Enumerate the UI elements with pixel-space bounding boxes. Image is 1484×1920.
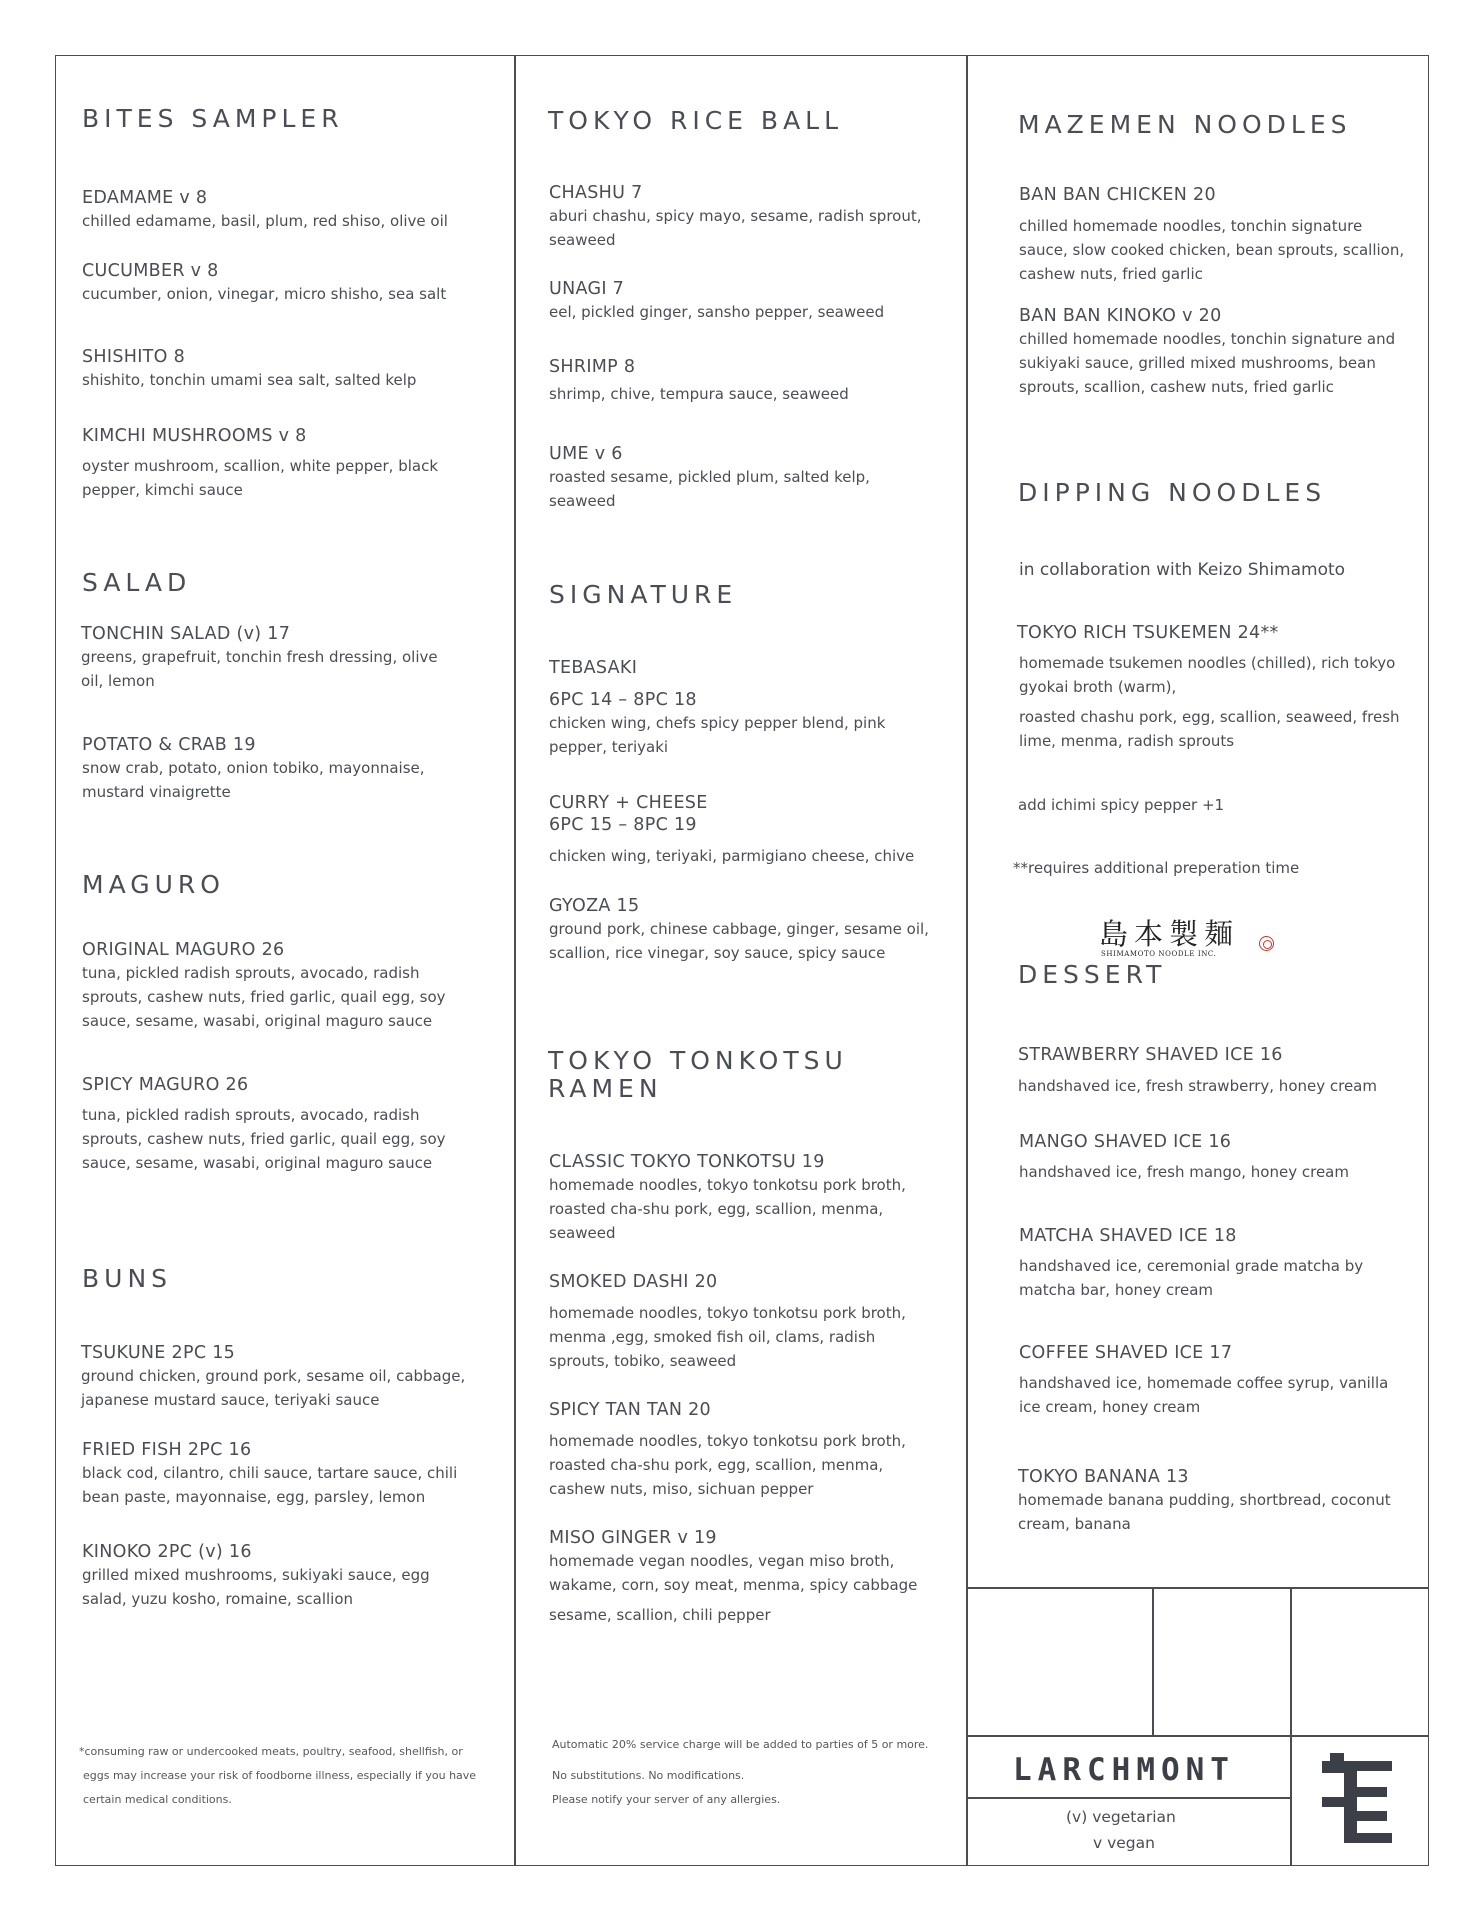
box-divider-middle [966, 1735, 1429, 1737]
box-divider-top [966, 1587, 1429, 1589]
item-name: SHISHITO 8 [82, 347, 186, 367]
item-desc: handshaved ice, fresh strawberry, honey cream [1018, 1077, 1377, 1095]
allergy-note: Please notify your server of any allergies. [552, 1793, 781, 1806]
menu-item-kinoko-bun [82, 1541, 462, 1611]
menu-item-strawberry-shaved-ice [1018, 1044, 1418, 1098]
red-seal-icon [1259, 936, 1274, 951]
section-title-rice-ball: TOKYO RICE BALL [548, 106, 844, 135]
menu-item-chashu-riceball [549, 182, 929, 252]
section-title-dipping: DIPPING NOODLES [1018, 478, 1327, 507]
item-desc: greens, grapefruit, tonchin fresh dressing, olive oil, lemon [81, 648, 438, 690]
item-name: SMOKED DASHI 20 [549, 1272, 718, 1292]
item-name: UNAGI 7 [549, 279, 625, 299]
item-desc: homemade noodles, tokyo tonkotsu pork broth, roasted cha-shu pork, egg, scallion, menma, seaweed [549, 1176, 906, 1242]
item-desc: homemade vegan noodles, vegan miso broth, wakame, corn, soy meat, menma, spicy cabbage [549, 1552, 918, 1594]
item-name: ORIGINAL MAGURO 26 [82, 940, 285, 960]
item-desc: aburi chashu, spicy mayo, sesame, radish sprout, seaweed [549, 207, 922, 249]
menu-item-ume [549, 443, 929, 513]
item-desc-continued: roasted chashu pork, egg, scallion, seaweed, fresh lime, menma, radish sprouts [1019, 708, 1400, 750]
box-divider-vertical-1 [1152, 1587, 1154, 1735]
item-desc: chilled edamame, basil, plum, red shiso, olive oil [82, 212, 448, 230]
section-title-mazemen: MAZEMEN NOODLES [1018, 110, 1352, 139]
item-name: COFFEE SHAVED ICE 17 [1019, 1343, 1233, 1363]
menu-item-classic-tonkotsu [549, 1151, 939, 1245]
ramen-title-line-2: RAMEN [548, 1073, 663, 1103]
menu-item-tsukune [81, 1342, 481, 1412]
item-name: EDAMAME v 8 [82, 188, 208, 208]
item-desc: homemade banana pudding, shortbread, coconut cream, banana [1018, 1491, 1391, 1533]
item-desc: chicken wing, teriyaki, parmigiano cheese, chive [549, 847, 915, 865]
item-name: GYOZA 15 [549, 896, 640, 916]
item-name: MANGO SHAVED ICE 16 [1019, 1132, 1232, 1152]
collaboration-note: in collaboration with Keizo Shimamoto [1019, 560, 1346, 580]
addon-note: add ichimi spicy pepper +1 [1018, 796, 1225, 814]
item-name: SPICY MAGURO 26 [82, 1075, 249, 1095]
item-name: KINOKO 2PC (v) 16 [82, 1542, 252, 1562]
item-name: SHRIMP 8 [549, 357, 636, 377]
item-desc: shishito, tonchin umami sea salt, salted kelp [82, 371, 417, 389]
item-name: TOKYO RICH TSUKEMEN 24** [1017, 623, 1279, 643]
menu-item-spicy-maguro [82, 1074, 462, 1175]
disclaimer-line-2: eggs may increase your risk of foodborne illness, especially if you have [83, 1769, 477, 1782]
item-desc: eel, pickled ginger, sansho pepper, seaweed [549, 303, 885, 321]
item-desc: chilled homemade noodles, tonchin signature and sukiyaki sauce, grilled mixed mushrooms, bean sprouts, scallion, cashew nuts, fried garlic [1019, 330, 1396, 396]
disclaimer-line-1: *consuming raw or undercooked meats, poultry, seafood, shellfish, or [79, 1745, 463, 1758]
shimamoto-logo [1099, 918, 1259, 958]
item-desc: cucumber, onion, vinegar, micro shisho, sea salt [82, 285, 447, 303]
legend-vegan: v vegan [1093, 1834, 1155, 1852]
item-desc: grilled mixed mushrooms, sukiyaki sauce, egg salad, yuzu kosho, romaine, scallion [82, 1566, 430, 1608]
item-desc-continued: sesame, scallion, chili pepper [549, 1606, 771, 1624]
menu-item-ban-ban-kinoko [1019, 305, 1409, 399]
item-desc: shrimp, chive, tempura sauce, seaweed [549, 385, 849, 403]
menu-item-kimchi-mushrooms [82, 425, 462, 502]
item-desc: homemade noodles, tokyo tonkotsu pork broth, roasted cha-shu pork, egg, scallion, menma, cashew nuts, miso, sichuan pepper [549, 1432, 906, 1498]
box-divider-legend [966, 1797, 1291, 1799]
menu-item-curry-cheese [549, 792, 939, 868]
item-name: KIMCHI MUSHROOMS v 8 [82, 426, 307, 446]
item-name: TSUKUNE 2PC 15 [81, 1343, 236, 1363]
disclaimer-line-3: certain medical conditions. [83, 1793, 232, 1806]
item-name: SPICY TAN TAN 20 [549, 1400, 711, 1420]
section-title-ramen [548, 1047, 848, 1102]
item-name: STRAWBERRY SHAVED ICE 16 [1018, 1045, 1283, 1065]
tonchin-emblem-icon [1322, 1753, 1392, 1843]
section-title-signature: SIGNATURE [549, 580, 738, 609]
ramen-title-line-1: TOKYO TONKOTSU [548, 1046, 848, 1075]
item-name: BAN BAN CHICKEN 20 [1019, 185, 1216, 205]
item-name: UME v 6 [549, 444, 623, 464]
item-desc: chilled homemade noodles, tonchin signature sauce, slow cooked chicken, bean sprouts, scallion, cashew nuts, fried garlic [1019, 217, 1405, 283]
menu-item-tonchin-salad [81, 623, 461, 693]
item-desc: black cod, cilantro, chili sauce, tartare sauce, chili bean paste, mayonnaise, egg, parsley, lemon [82, 1464, 458, 1506]
item-name: TOKYO BANANA 13 [1018, 1467, 1189, 1487]
item-desc: tuna, pickled radish sprouts, avocado, radish sprouts, cashew nuts, fried garlic, quail egg, soy sauce, sesame, wasabi, original maguro sauce [82, 1106, 446, 1172]
item-desc: ground pork, chinese cabbage, ginger, sesame oil, scallion, rice vinegar, soy sauce, spicy sauce [549, 920, 929, 962]
menu-item-mango-shaved-ice [1019, 1131, 1419, 1184]
item-desc: homemade tsukemen noodles (chilled), rich tokyo gyokai broth (warm), [1019, 654, 1396, 696]
section-title-dessert: DESSERT [1018, 960, 1167, 989]
substitutions-note: No substitutions. No modifications. [552, 1769, 745, 1782]
menu-item-cucumber [82, 260, 492, 306]
menu-item-fried-fish [82, 1439, 482, 1509]
menu-item-spicy-tan-tan [549, 1399, 939, 1501]
menu-item-tokyo-banana [1018, 1466, 1408, 1536]
item-desc: roasted sesame, pickled plum, salted kelp, seaweed [549, 468, 870, 510]
item-name: CHASHU 7 [549, 183, 643, 203]
menu-item-edamame [82, 187, 492, 233]
menu-item-unagi [549, 278, 929, 324]
section-title-maguro: MAGURO [82, 870, 225, 899]
item-name: CURRY + CHEESE [549, 793, 708, 813]
item-name: BAN BAN KINOKO v 20 [1019, 306, 1222, 326]
item-price: 6PC 14 – 8PC 18 [549, 690, 697, 710]
menu-item-shrimp [549, 356, 929, 406]
menu-item-smoked-dashi [549, 1271, 939, 1373]
column-divider-1 [514, 55, 516, 1866]
location-logo: LARCHMONT [1013, 1752, 1235, 1788]
item-desc: homemade noodles, tokyo tonkotsu pork broth, menma ,egg, smoked fish oil, clams, radish sprouts, tobiko, seaweed [549, 1304, 906, 1370]
item-desc: snow crab, potato, onion tobiko, mayonnaise, mustard vinaigrette [82, 759, 425, 801]
menu-item-shishito [82, 346, 492, 392]
section-title-salad: SALAD [82, 568, 192, 597]
item-desc: handshaved ice, ceremonial grade matcha by matcha bar, honey cream [1019, 1257, 1364, 1299]
preparation-note: **requires additional preperation time [1013, 859, 1300, 877]
menu-item-potato-crab [82, 734, 462, 804]
menu-item-original-maguro [82, 939, 462, 1033]
menu-item-ban-ban-chicken [1019, 184, 1409, 286]
menu-item-tebasaki [549, 657, 929, 759]
item-desc: handshaved ice, fresh mango, honey cream [1019, 1163, 1349, 1181]
menu-item-tokyo-rich-tsukemen [1017, 622, 1407, 753]
item-desc: handshaved ice, homemade coffee syrup, vanilla ice cream, honey cream [1019, 1374, 1389, 1416]
menu-item-coffee-shaved-ice [1019, 1342, 1409, 1419]
item-price: 6PC 15 – 8PC 19 [549, 815, 697, 835]
item-desc: oyster mushroom, scallion, white pepper, black pepper, kimchi sauce [82, 457, 439, 499]
item-name: MATCHA SHAVED ICE 18 [1019, 1226, 1237, 1246]
item-desc: ground chicken, ground pork, sesame oil, cabbage, japanese mustard sauce, teriyaki sauce [81, 1367, 466, 1409]
item-desc: tuna, pickled radish sprouts, avocado, radish sprouts, cashew nuts, fried garlic, quail egg, soy sauce, sesame, wasabi, original maguro sauce [82, 964, 446, 1030]
menu-item-miso-ginger [549, 1527, 939, 1627]
item-name: CLASSIC TOKYO TONKOTSU 19 [549, 1152, 825, 1172]
column-divider-2 [966, 55, 968, 1866]
menu-item-matcha-shaved-ice [1019, 1225, 1409, 1302]
box-divider-vertical-2 [1290, 1587, 1292, 1866]
item-name: CUCUMBER v 8 [82, 261, 219, 281]
item-name: POTATO & CRAB 19 [82, 735, 256, 755]
item-desc: chicken wing, chefs spicy pepper blend, pink pepper, teriyaki [549, 714, 886, 756]
service-charge-note: Automatic 20% service charge will be added to parties of 5 or more. [552, 1738, 929, 1751]
item-name: TONCHIN SALAD (v) 17 [81, 624, 291, 644]
legend-vegetarian: (v) vegetarian [1066, 1808, 1176, 1826]
section-title-bites: BITES SAMPLER [82, 104, 344, 133]
shimamoto-logo-caption: SHIMAMOTO NOODLE INC. [1101, 950, 1217, 958]
menu-item-gyoza [549, 895, 939, 965]
item-name: FRIED FISH 2PC 16 [82, 1440, 252, 1460]
section-title-buns: BUNS [82, 1264, 173, 1293]
item-name: TEBASAKI [549, 658, 638, 678]
item-name: MISO GINGER v 19 [549, 1528, 717, 1548]
shimamoto-logo-kanji: 島本製麺 [1099, 917, 1240, 951]
